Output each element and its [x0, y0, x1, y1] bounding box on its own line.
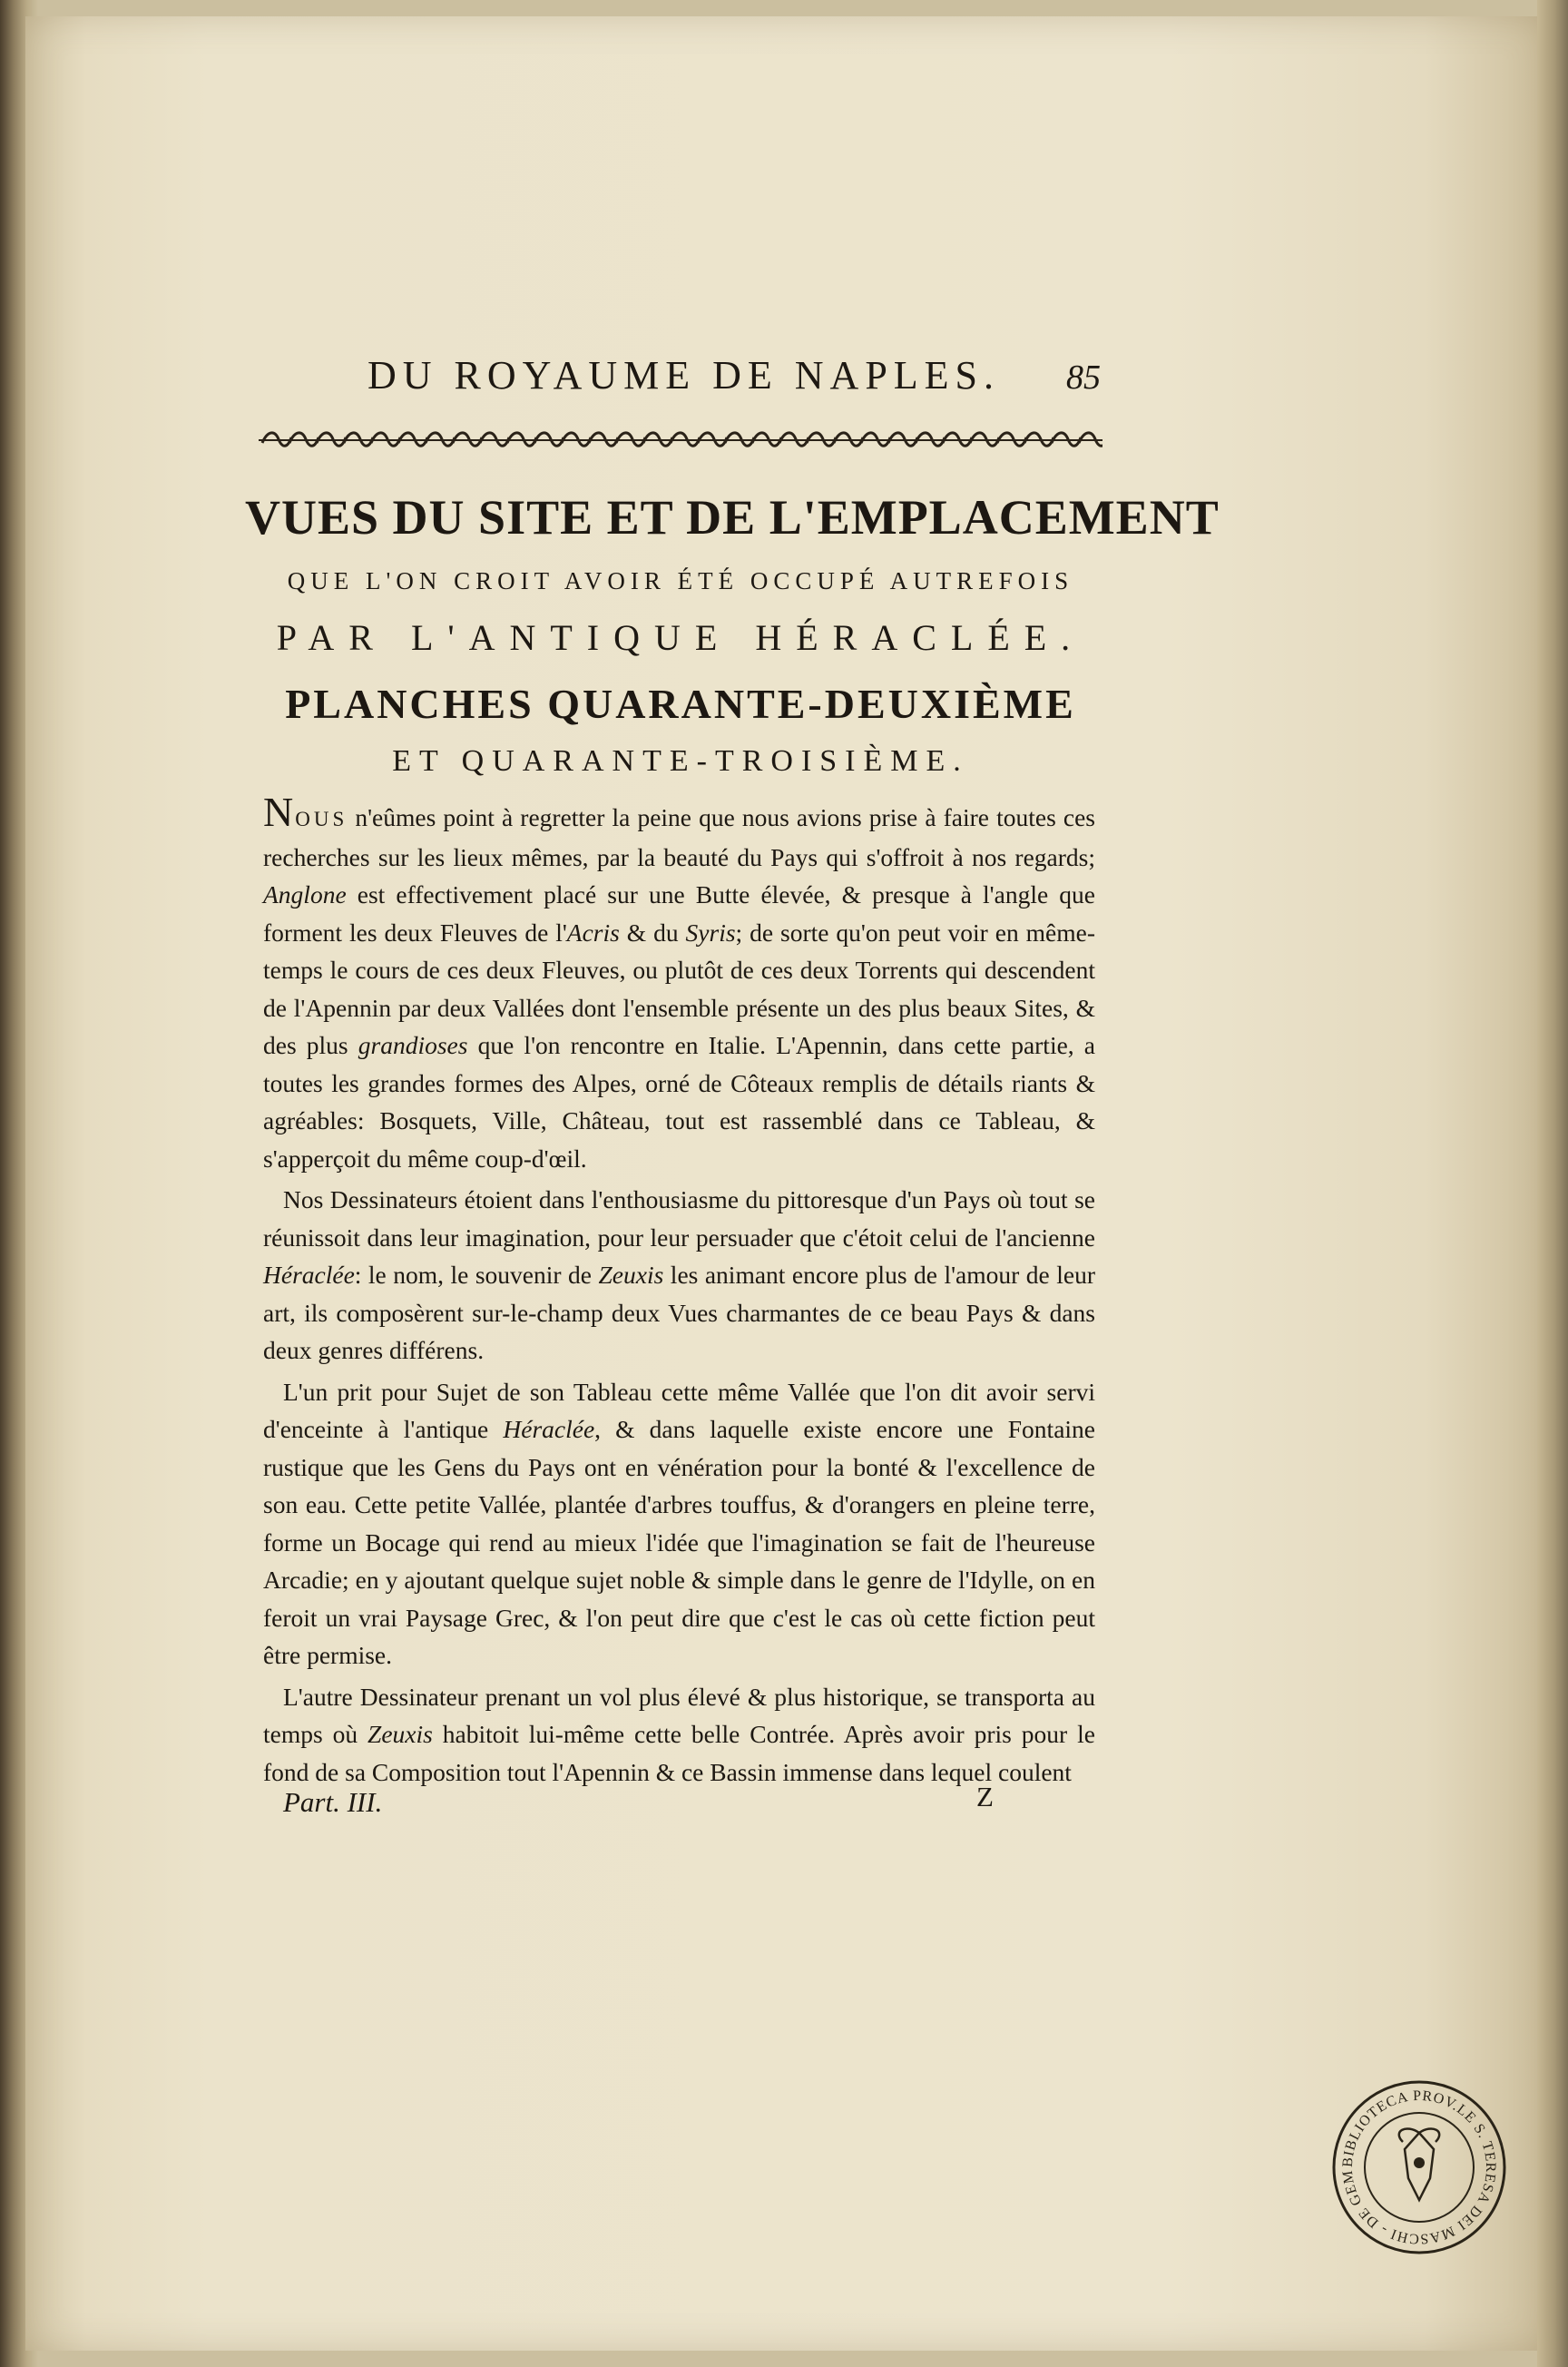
paragraph-2 — [263, 1181, 1095, 1370]
text-run: ; de sorte qu'on peut voir en même-temps le cours de ces deux Fleuves, ou plutôt de ces deux Torrents qui descendent de l'Apennin par deux Vallées dont l'ensemble présente un des plus beaux Sites, & des plus — [263, 918, 1096, 1059]
stamp-text: BIBLIOTECA PROV.LE S. TERESA DEI MASCHI - DE GEM — [1339, 2087, 1499, 2247]
footer-part: Part. III. — [283, 1786, 383, 1818]
emphasis: Syris — [685, 918, 736, 947]
library-stamp — [1328, 2077, 1510, 2258]
paragraph-1 — [263, 789, 1096, 1177]
title-block — [245, 488, 1220, 781]
ornamental-rule — [259, 427, 1102, 454]
text-run: que l'on rencontre en Italie. L'Apennin, dans cette partie, a toutes les grandes formes des Alpes, orné de Côteaux remplis de détails riants & agréables: Bosquets, Ville, Château, tout est rassemblé dans ce Tableau, & s'apperçoit du même coup-d'œil. — [263, 1031, 1095, 1173]
running-title: DU ROYAUME DE NAPLES. — [368, 353, 1001, 398]
emphasis: Anglone — [263, 880, 347, 908]
page-number: 85 — [1066, 358, 1101, 397]
emphasis: Zeuxis — [598, 1261, 664, 1289]
small-caps: OUS — [295, 808, 348, 830]
body-text — [263, 789, 1096, 1791]
text-run: Nos Dessinateurs étoient dans l'enthousiasme du pittoresque d'un Pays où tout se réunissoit dans leur imagination, pour leur persuader que c'étoit celui de l'ancienne — [263, 1185, 1095, 1252]
main-title: VUES DU SITE ET DE L'EMPLACEMENT — [245, 490, 1220, 545]
text-run: : le nom, le souvenir de — [354, 1261, 599, 1289]
paragraph-4 — [263, 1678, 1095, 1792]
emphasis: Acris — [566, 918, 620, 947]
text-run: est effectivement placé sur une Butte élevée, & presque à l'angle que forment les deux Fleuves de l' — [263, 880, 1095, 947]
subtitle-line: QUE L'ON CROIT AVOIR ÉTÉ OCCUPÉ AUTREFOIS — [287, 567, 1074, 594]
text-run: n'eûmes point à regretter la peine que nous avions prise à faire toutes ces recherches sur les lieux mêmes, par la beauté du Pays qui s'offroit à nos regards; — [263, 803, 1095, 871]
text-run: , & dans laquelle existe encore une Fontaine rustique que les Gens du Pays ont en vénération pour la bonté & l'excellence de son eau. Cette petite Vallée, plantée d'arbres touffus, & d'orangers en pleine terre, forme un Bocage qui rend au mieux l'idée que l'imagination se fait de l'heureuse Arcadie; en y ajoutant quelque sujet noble & simple dans le genre de l'Idylle, on en feroit un vrai Paysage Grec, & l'on peut dire que c'est le cas où cette fiction peut être permise. — [263, 1415, 1096, 1669]
page-header — [368, 352, 1112, 407]
emphasis: Héraclée — [503, 1415, 595, 1443]
text-run: & du — [619, 918, 686, 947]
plates-subtitle: ET QUARANTE-TROISIÈME. — [392, 744, 969, 778]
text-run: L'autre Dessinateur prenant un vol plus élevé & plus historique, se transporta au temps où — [263, 1682, 1095, 1748]
stamp-icon — [1328, 2077, 1510, 2258]
emphasis: grandioses — [358, 1031, 468, 1059]
text-run: les animant encore plus de l'amour de leur art, ils composèrent sur-le-champ deux Vues charmantes de ce beau Pays & dans deux genres différens. — [263, 1261, 1096, 1364]
paragraph-3 — [263, 1373, 1095, 1675]
text-run: L'un prit pour Sujet de son Tableau cette même Vallée que l'on dit avoir servi d'enceinte à l'antique — [263, 1377, 1095, 1443]
subtitle-heraclee: PAR L'ANTIQUE HÉRACLÉE. — [276, 617, 1085, 658]
emphasis: Zeuxis — [368, 1720, 433, 1748]
text-run: habitoit lui-même cette belle Contrée. Après avoir pris pour le fond de sa Composition tout l'Apennin & ce Bassin immense dans lequel coulent — [263, 1720, 1095, 1786]
signature-mark: Z — [976, 1781, 994, 1812]
plates-title: PLANCHES QUARANTE-DEUXIÈME — [285, 681, 1076, 727]
emphasis: Héraclée — [263, 1261, 355, 1289]
drop-cap: N — [263, 789, 296, 835]
page-edge — [1537, 0, 1568, 2367]
